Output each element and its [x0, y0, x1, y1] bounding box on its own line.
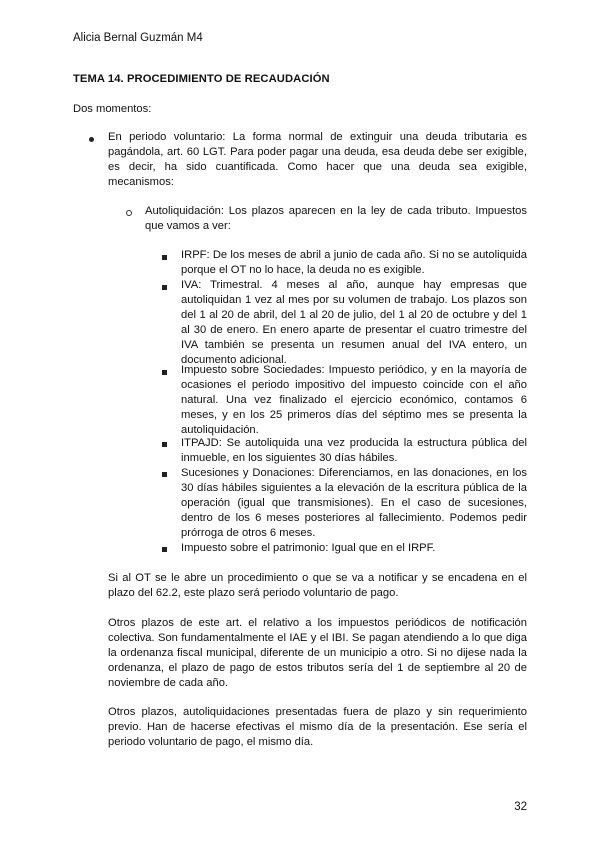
list-item-patrimonio: Impuesto sobre el patrimonio: Igual que en el IRPF.	[181, 542, 436, 554]
bullet-dot-icon	[89, 137, 94, 142]
bullet-square-icon	[162, 472, 167, 477]
list-item-sucesiones: Sucesiones y Donaciones: Diferenciamos, en las donaciones, en los 30 días hábiles siguientes a la elevación de la escritura pública de la operación (igual que transmisiones). En el caso de sucesiones, dentro de los 6 meses posteriores al fallecimiento. Podemos pedir prórroga de otros 6 meses.	[181, 467, 527, 539]
intro-text: Dos momentos:	[73, 103, 152, 115]
bullet-periodo-voluntario: En periodo voluntario: La forma normal de extinguir una deuda tributaria es pagándola, art. 60 LGT. Para poder pagar una deuda, esa deuda debe ser exigible, es decir, ha sido cuantificada. Como hacer que una deuda sea exigible, mecanismos:	[108, 131, 527, 188]
bullet-square-icon	[162, 442, 167, 447]
list-item-sociedades: Impuesto sobre Sociedades: Impuesto periódico, y en la mayoría de ocasiones el periodo impositivo del impuesto coincide con el año natural. Una vez finalizado el ejercicio económico, contamos 6 meses, y en los 25 primeros días del séptimo mes se presenta la autoliquidación.	[181, 364, 527, 436]
bullet-circle-icon	[126, 210, 132, 216]
bullet-square-icon	[162, 255, 167, 260]
sub-bullet-autoliquidacion: Autoliquidación: Los plazos aparecen en la ley de cada tributo. Impuestos que vamos a ver:	[145, 205, 527, 232]
paragraph-autoliquidaciones-fuera-plazo: Otros plazos, autoliquidaciones presentadas fuera de plazo y sin requerimiento previo. Han de hacerse efectivas el mismo día de la presentación. Ese sería el periodo voluntario de pago, el mismo día.	[108, 706, 527, 748]
page-header-author: Alicia Bernal Guzmán M4	[73, 32, 203, 44]
list-item-irpf: IRPF: De los meses de abril a junio de cada año. Si no se autoliquida porque el OT no lo hace, la deuda no es exigible.	[181, 249, 527, 276]
section-title: TEMA 14. PROCEDIMIENTO DE RECAUDACIÓN	[73, 73, 330, 85]
list-item-itpajd: ITPAJD: Se autoliquida una vez producida la estructura pública del inmueble, en los siguientes 30 días hábiles.	[181, 437, 527, 464]
paragraph-otros-plazos: Otros plazos de este art. el relativo a los impuestos periódicos de notificación colectiva. Son fundamentalmente el IAE y el IBI. Se pagan atendiendo a lo que diga la ordenanza fiscal municipal, diferente de un municipio a otro. Si no dijese nada la ordenanza, el plazo de pago de estos tributos sería del 1 de septiembre al 20 de noviembre de cada año.	[108, 617, 527, 689]
bullet-square-icon	[162, 370, 167, 375]
page-number: 32	[514, 801, 527, 813]
paragraph-procedimiento: Si al OT se le abre un procedimiento o que se va a notificar y se encadena en el plazo del 62.2, este plazo será periodo voluntario de pago.	[108, 572, 527, 599]
bullet-square-icon	[162, 547, 167, 552]
bullet-square-icon	[162, 285, 167, 290]
list-item-iva: IVA: Trimestral. 4 meses al año, aunque hay empresas que autoliquidan 1 vez al mes por su volumen de trabajo. Los plazos son del 1 al 20 de abril, del 1 al 20 de julio, del 1 al 20 de octubre y del 1 al 30 de enero. En enero aparte de presentar el cuatro trimestre del IVA también se presenta un resumen anual del IVA entero, un documento adicional.	[181, 279, 527, 366]
